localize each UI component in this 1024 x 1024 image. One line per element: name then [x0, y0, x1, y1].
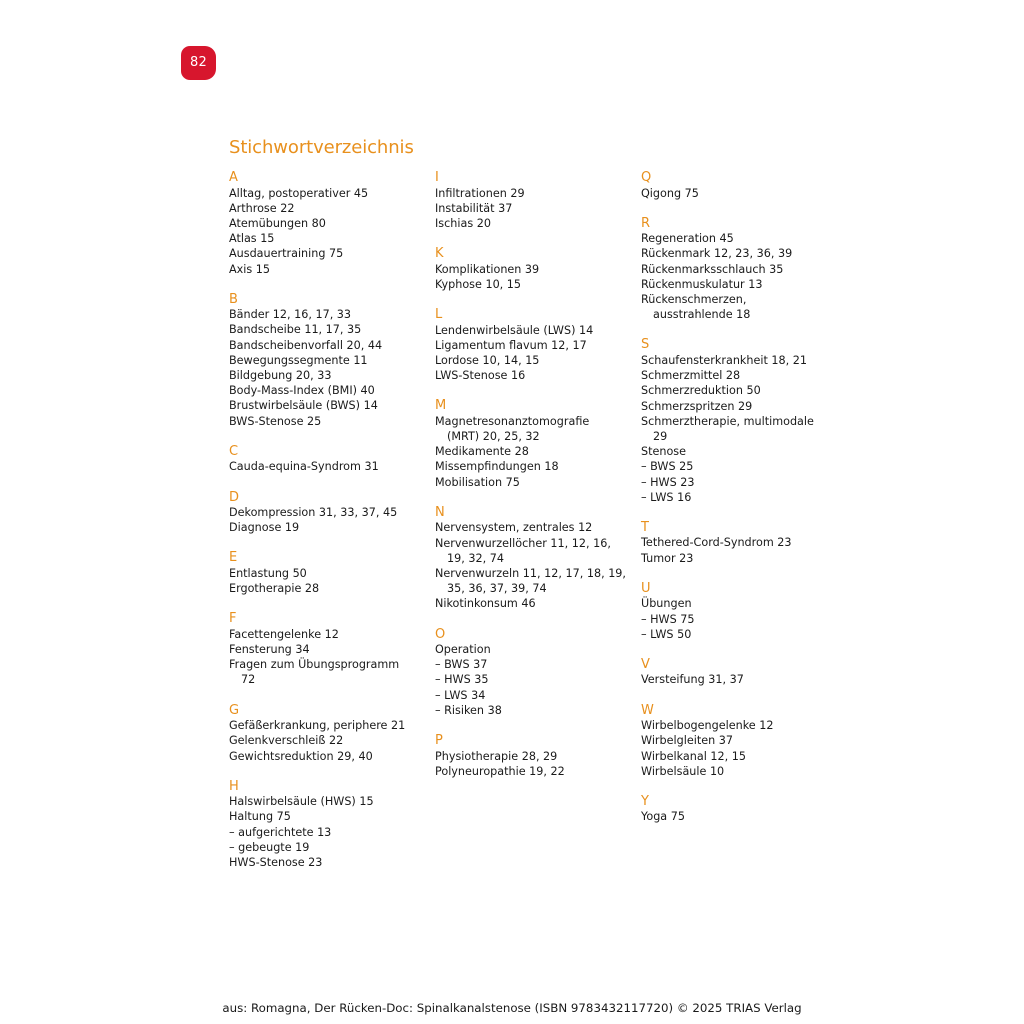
letter-heading: A [229, 170, 238, 185]
index-entry: Schaufensterkrankheit 18, 21 [641, 353, 808, 367]
letter-group-y [641, 794, 831, 825]
index-entry: Übungen [641, 597, 692, 611]
letter-heading: W [641, 702, 654, 718]
letter-group-a [229, 170, 419, 277]
letter-heading: B [229, 291, 238, 307]
index-entry: Operation [435, 643, 491, 657]
index-entry: BWS-Stenose 25 [229, 414, 322, 428]
index-entry: – HWS 35 [435, 673, 489, 687]
index-entry: Nervenwurzellöcher 11, 12, 16, [435, 536, 611, 550]
footer-credit: aus: Romagna, Der Rücken-Doc: Spinalkanalstenose (ISBN 9783432117720) © 2025 TRIAS Verlag [222, 1001, 802, 1015]
index-entry: 72 [241, 673, 256, 687]
index-entry: Rückenmarksschlauch 35 [641, 262, 784, 276]
letter-heading: O [435, 626, 446, 642]
index-entry: Gelenkverschleiß 22 [229, 734, 344, 748]
letter-group-q [641, 170, 831, 201]
index-entry: Lordose 10, 14, 15 [435, 353, 540, 367]
index-entry: Instabilität 37 [435, 201, 513, 215]
index-entry: – LWS 50 [641, 627, 692, 641]
index-entry: Arthrose 22 [229, 201, 295, 215]
letter-group-u [641, 581, 831, 642]
index-entry: Magnetresonanztomografie [435, 414, 590, 428]
index-entry: Bänder 12, 16, 17, 33 [229, 308, 352, 322]
index-entry: Haltung 75 [229, 810, 291, 824]
index-entry: Rückenmark 12, 23, 36, 39 [641, 247, 793, 261]
index-entry: Regeneration 45 [641, 232, 734, 246]
index-entry: – BWS 25 [641, 460, 694, 474]
index-entry: – LWS 16 [641, 490, 692, 504]
letter-heading: C [229, 443, 239, 459]
page-number-badge: 82 [181, 46, 216, 80]
index-entry: Diagnose 19 [229, 521, 300, 535]
index-entry: 29 [653, 429, 668, 443]
letter-heading: R [641, 215, 651, 231]
index-entry: Ligamentum flavum 12, 17 [435, 338, 587, 352]
index-entry: Ischias 20 [435, 216, 491, 230]
index-entry: Infiltrationen 29 [435, 186, 525, 200]
letter-group-w [641, 703, 831, 779]
index-entry: Gewichtsreduktion 29, 40 [229, 749, 373, 763]
index-entry: Fensterung 34 [229, 643, 310, 657]
index-entry: 35, 36, 37, 39, 74 [447, 582, 547, 596]
letter-group-l [435, 307, 625, 383]
letter-heading: M [435, 398, 447, 414]
letter-heading: P [435, 733, 443, 749]
index-entry: Bandscheibe 11, 17, 35 [229, 323, 362, 337]
letter-group-o [435, 627, 625, 719]
index-entry: Tethered-Cord-Syndrom 23 [641, 536, 792, 550]
letter-heading: U [641, 580, 651, 596]
index-entry: Ergotherapie 28 [229, 582, 320, 596]
index-entry: – BWS 37 [435, 658, 488, 672]
letter-group-c [229, 444, 419, 475]
index-entry: Axis 15 [229, 262, 271, 276]
index-entry: Schmerzmittel 28 [641, 369, 741, 383]
letter-group-f [229, 611, 419, 687]
letter-group-p [435, 733, 625, 779]
index-entry: Yoga 75 [641, 810, 685, 824]
index-entry: Kyphose 10, 15 [435, 277, 522, 291]
index-entry: Physiotherapie 28, 29 [435, 749, 558, 763]
index-entry: HWS-Stenose 23 [229, 856, 323, 870]
index-entry: Dekompression 31, 33, 37, 45 [229, 506, 398, 520]
index-entry: Komplikationen 39 [435, 262, 540, 276]
index-entry: Atlas 15 [229, 232, 275, 246]
index-entry: Missempfindungen 18 [435, 460, 559, 474]
index-column-1 [229, 170, 419, 885]
index-entry: Alltag, postoperativer 45 [229, 186, 369, 200]
index-entry: – aufgerichtete 13 [229, 825, 332, 839]
index-entry: Polyneuropathie 19, 22 [435, 764, 565, 778]
index-title: Stichwortverzeichnis [229, 137, 414, 158]
index-entry: Halswirbelsäule (HWS) 15 [229, 795, 374, 809]
index-entry: – HWS 23 [641, 475, 695, 489]
letter-heading: T [641, 519, 649, 535]
index-entry: Nervenwurzeln 11, 12, 17, 18, 19, [435, 566, 626, 580]
letter-heading: Y [641, 793, 649, 809]
letter-heading: V [641, 656, 650, 672]
letter-heading: K [435, 246, 444, 262]
index-entry: Entlastung 50 [229, 566, 307, 580]
index-entry: – HWS 75 [641, 612, 695, 626]
index-entry: Body-Mass-Index (BMI) 40 [229, 384, 375, 398]
letter-group-h [229, 779, 419, 871]
letter-heading: D [229, 489, 240, 505]
index-entry: LWS-Stenose 16 [435, 369, 526, 383]
letter-heading: S [641, 337, 650, 353]
letter-heading: F [229, 611, 237, 627]
index-entry: Schmerztherapie, multimodale [641, 414, 814, 428]
index-entry: Medikamente 28 [435, 445, 529, 459]
letter-group-r [641, 216, 831, 323]
index-entry: Mobilisation 75 [435, 475, 520, 489]
index-entry: – Risiken 38 [435, 703, 502, 717]
letter-heading: Q [641, 170, 652, 185]
index-entry: Brustwirbelsäule (BWS) 14 [229, 399, 378, 413]
letter-heading: E [229, 550, 238, 566]
index-entry: – LWS 34 [435, 688, 486, 702]
letter-group-i [435, 170, 625, 231]
index-entry: Versteifung 31, 37 [641, 673, 744, 687]
index-entry: Nervensystem, zentrales 12 [435, 521, 593, 535]
index-entry: Bandscheibenvorfall 20, 44 [229, 338, 383, 352]
index-entry: ausstrahlende 18 [653, 308, 751, 322]
letter-group-g [229, 703, 419, 764]
index-entry: Wirbelkanal 12, 15 [641, 749, 746, 763]
index-entry: Facettengelenke 12 [229, 627, 339, 641]
index-entry: (MRT) 20, 25, 32 [447, 430, 540, 444]
index-entry: Tumor 23 [641, 551, 694, 565]
letter-group-b [229, 292, 419, 429]
letter-group-n [435, 505, 625, 612]
index-entry: Atemübungen 80 [229, 216, 326, 230]
index-entry: Bewegungssegmente 11 [229, 353, 368, 367]
letter-group-m [435, 398, 625, 490]
index-entry: Cauda-equina-Syndrom 31 [229, 460, 379, 474]
letter-group-e [229, 550, 419, 596]
letter-group-t [641, 520, 831, 566]
letter-group-d [229, 490, 419, 536]
index-entry: Gefäßerkrankung, periphere 21 [229, 719, 406, 733]
index-entry: Wirbelsäule 10 [641, 764, 725, 778]
letter-group-v [641, 657, 831, 688]
letter-group-s [641, 337, 831, 505]
letter-heading: G [229, 702, 240, 718]
letter-heading: N [435, 504, 445, 520]
index-column-3 [641, 170, 831, 840]
letter-group-k [435, 246, 625, 292]
index-entry: Nikotinkonsum 46 [435, 597, 536, 611]
index-entry: – gebeugte 19 [229, 840, 310, 854]
index-entry: 19, 32, 74 [447, 551, 504, 565]
index-entry: Schmerzspritzen 29 [641, 399, 753, 413]
index-entry: Wirbelgleiten 37 [641, 734, 733, 748]
index-entry: Bildgebung 20, 33 [229, 369, 332, 383]
index-entry: Rückenschmerzen, [641, 293, 747, 307]
letter-heading: L [435, 307, 443, 323]
index-entry: Qigong 75 [641, 186, 699, 200]
index-column-2 [435, 170, 625, 794]
letter-heading: H [229, 778, 239, 794]
letter-heading: I [435, 170, 439, 185]
index-entry: Ausdauertraining 75 [229, 247, 344, 261]
index-entry: Rückenmuskulatur 13 [641, 277, 763, 291]
index-entry: Schmerzreduktion 50 [641, 384, 761, 398]
index-entry: Stenose [641, 445, 687, 459]
index-entry: Fragen zum Übungsprogramm [229, 658, 400, 672]
index-entry: Lendenwirbelsäule (LWS) 14 [435, 323, 594, 337]
index-entry: Wirbelbogengelenke 12 [641, 719, 774, 733]
